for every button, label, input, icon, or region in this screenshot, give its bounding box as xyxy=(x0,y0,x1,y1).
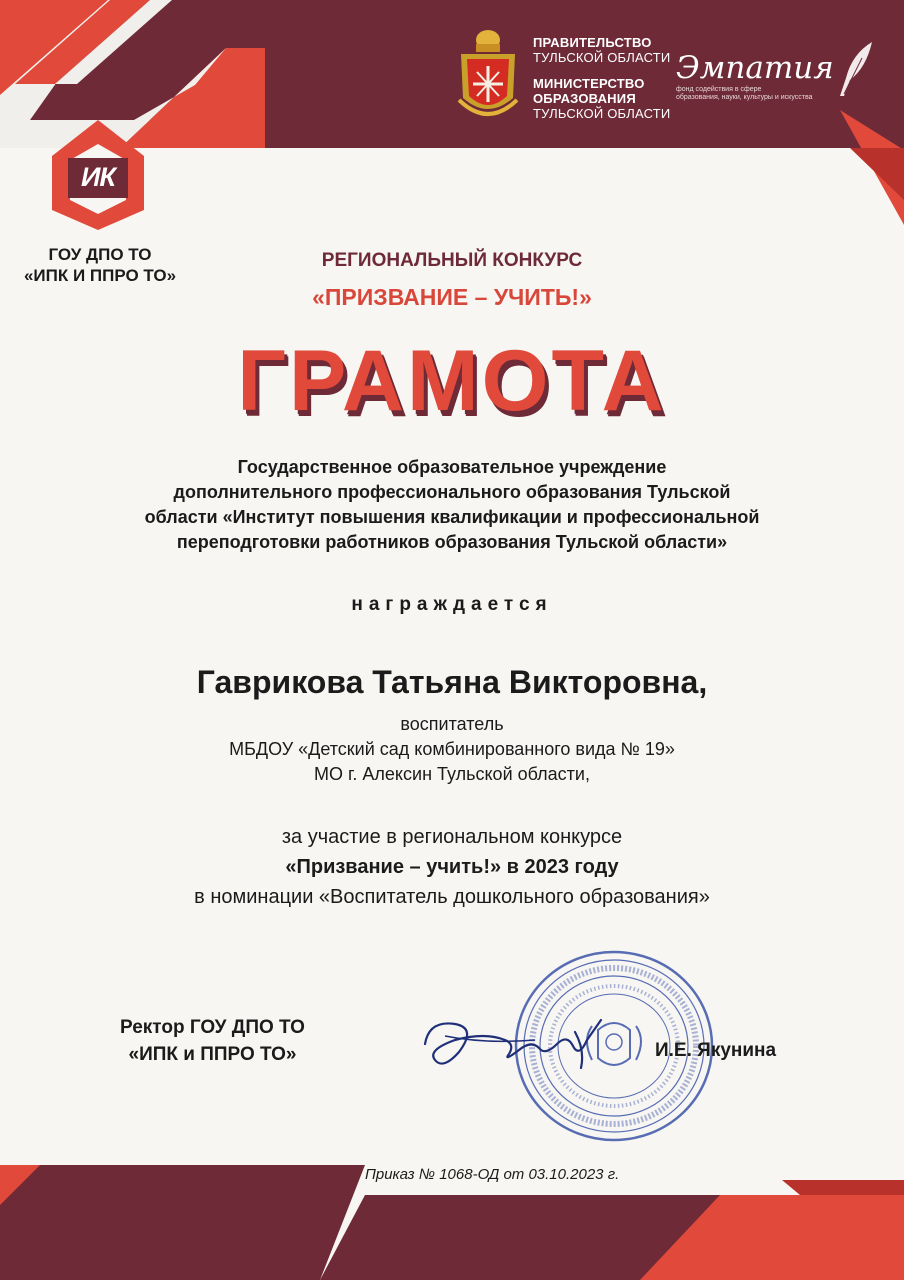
ministry-label xyxy=(533,76,670,121)
certificate-title: ГРАМОТА xyxy=(237,333,667,429)
issuer-line-3: области «Институт повышения квалификации и профессиональной xyxy=(144,507,760,527)
contest-name: «ПРИЗВАНИЕ – УЧИТЬ!» xyxy=(312,284,592,310)
issuer-line-2: дополнительного профессионального образования Тульской xyxy=(173,482,731,502)
handwritten-signature-icon xyxy=(415,1010,615,1080)
government-label xyxy=(533,35,670,65)
contest-label: РЕГИОНАЛЬНЫЙ КОНКУРС xyxy=(321,250,583,271)
gov-line-2: ТУЛЬСКОЙ ОБЛАСТИ xyxy=(533,50,671,65)
reason-line-3: в номинации «Воспитатель дошкольного образования» xyxy=(194,886,710,908)
recipient-org-2: МО г. Алексин Тульской области, xyxy=(314,764,590,784)
reason-line-2: «Призвание – учить!» в 2023 году xyxy=(285,856,619,878)
rector-line-1: Ректор ГОУ ДПО ТО xyxy=(120,1017,305,1038)
recipient-position: воспитатель xyxy=(400,714,504,734)
recipient-details xyxy=(0,712,904,787)
gov-line-1: ПРАВИТЕЛЬСТВО xyxy=(533,35,652,50)
ministry-line-1: МИНИСТЕРСТВО xyxy=(533,76,645,91)
ipk-logo-mark: ИК xyxy=(80,162,116,192)
empathy-sub-2: образования, науки, культуры и искусства xyxy=(676,94,813,101)
ipk-logo-line-2: «ИПК И ППРО ТО» xyxy=(23,266,177,285)
tula-coat-of-arms-icon xyxy=(455,28,521,128)
ministry-line-2: ОБРАЗОВАНИЯ xyxy=(533,91,636,106)
issuer-line-1: Государственное образовательное учреждение xyxy=(237,457,667,477)
ipk-logo-line-1: ГОУ ДПО ТО xyxy=(48,245,152,264)
issuer-line-4: переподготовки работников образования Тульской области» xyxy=(176,532,728,552)
recipient-name: Гаврикова Татьяна Викторовна, xyxy=(196,664,708,700)
signer-name: И.Е. Якунина xyxy=(655,1040,777,1061)
empathy-logo xyxy=(676,52,846,102)
empathy-name: Эмпатия xyxy=(676,50,834,86)
recipient-org-1: МБДОУ «Детский сад комбинированного вида № 19» xyxy=(229,739,675,759)
empathy-sub-1: фонд содействия в сфере xyxy=(676,86,762,93)
reason-block xyxy=(0,822,904,912)
order-reference: Приказ № 1068-ОД от 03.10.2023 г. xyxy=(365,1166,620,1183)
feather-icon xyxy=(832,40,878,100)
rector-line-2: «ИПК и ППРО ТО» xyxy=(128,1044,297,1065)
awarded-label: награждается xyxy=(351,594,553,615)
issuer-block xyxy=(0,455,904,555)
rector-title xyxy=(80,1014,345,1068)
reason-line-1: за участие в региональном конкурсе xyxy=(281,826,623,848)
ministry-line-3: ТУЛЬСКОЙ ОБЛАСТИ xyxy=(533,106,671,121)
